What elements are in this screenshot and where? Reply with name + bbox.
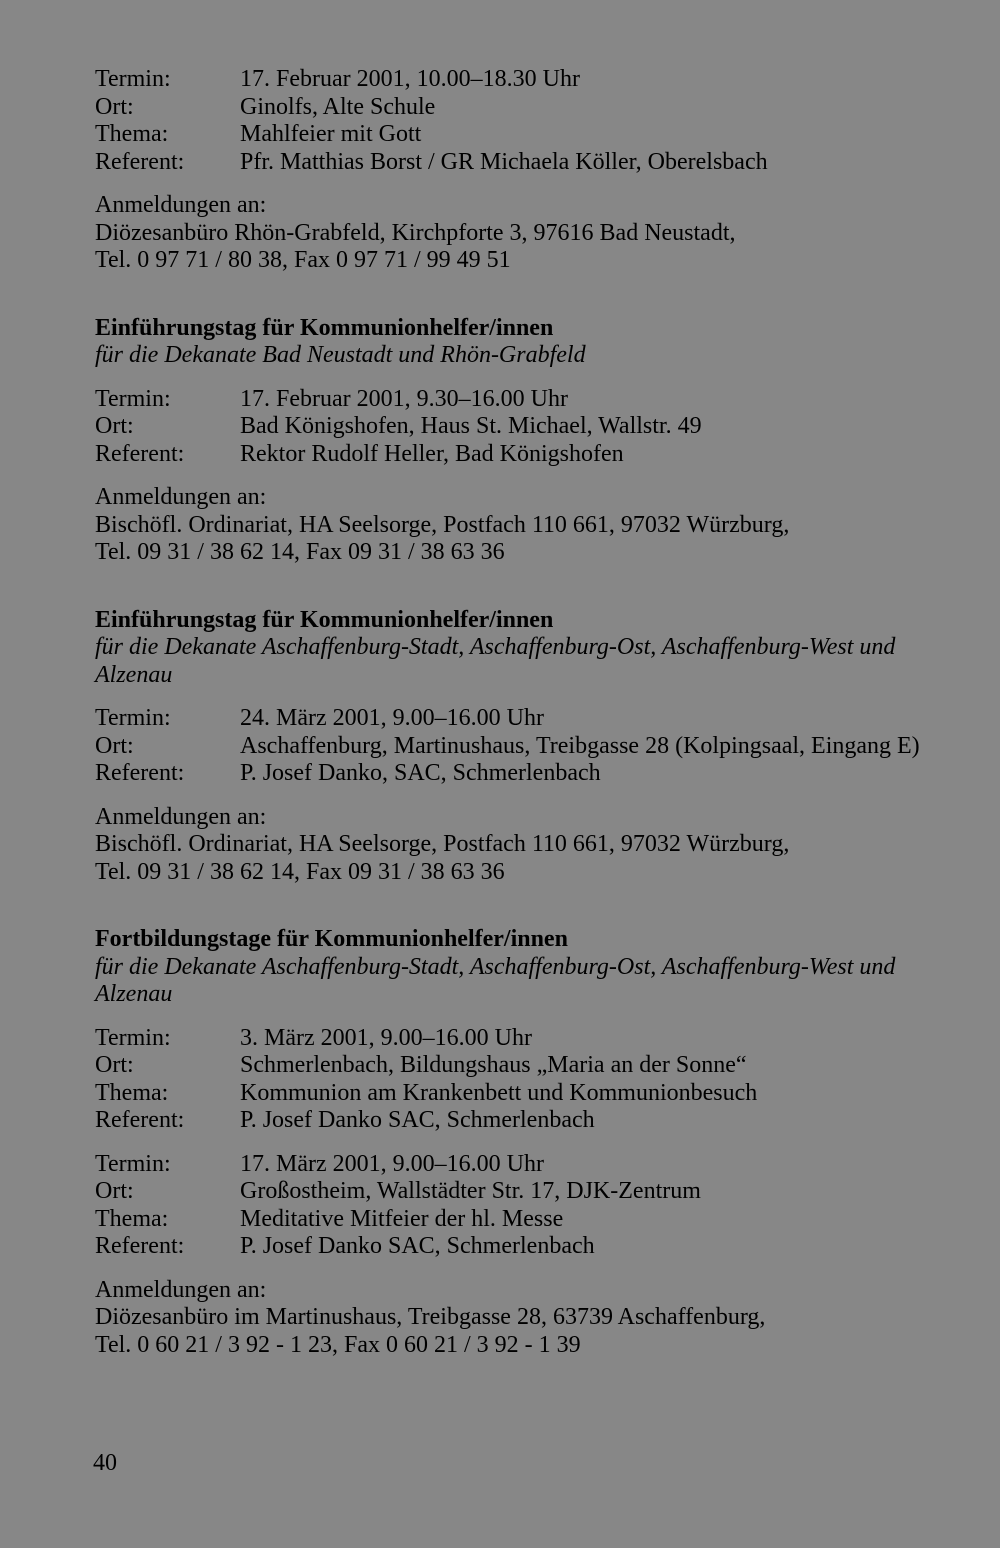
event-row-termin xyxy=(95,705,965,733)
event-row-referent xyxy=(95,149,965,177)
event-row-thema xyxy=(95,121,965,149)
event-row-ort xyxy=(95,1178,965,1206)
field-value: Pfr. Matthias Borst / GR Michaela Köller, Oberelsbach xyxy=(240,148,768,175)
field-value: P. Josef Danko, SAC, Schmerlenbach xyxy=(240,760,601,786)
section-heading: Fortbildungstage für Kommunionhelfer/innen xyxy=(95,926,568,952)
field-label: Ort: xyxy=(95,1178,134,1204)
field-value: 17. März 2001, 9.00–16.00 Uhr xyxy=(240,1150,544,1177)
event-details xyxy=(95,386,965,469)
section-heading: Einführungstag für Kommunionhelfer/innen xyxy=(95,606,554,633)
field-value: Mahlfeier mit Gott xyxy=(240,121,422,147)
field-value: Aschaffenburg, Martinushaus, Treibgasse 28 (Kolpingsaal, Eingang E) xyxy=(240,732,920,759)
field-label: Ort: xyxy=(95,93,134,120)
event-details-top xyxy=(95,66,965,176)
section-einfuehrungstag-aschaffenburg xyxy=(95,607,965,887)
event-row-referent xyxy=(95,441,965,469)
page-number: 40 xyxy=(93,1450,117,1476)
registration-block xyxy=(95,484,965,567)
section-fortbildungstage-aschaffenburg xyxy=(95,926,965,1359)
registration-address: Diözesanbüro Rhön-Grabfeld, Kirchpforte 3, 97616 Bad Neustadt, xyxy=(95,219,736,246)
registration-intro: Anmeldungen an: xyxy=(95,803,267,830)
field-label: Referent: xyxy=(95,1233,185,1259)
field-value: Großostheim, Wallstädter Str. 17, DJK-Zentrum xyxy=(240,1178,701,1204)
registration-address: Diözesanbüro im Martinushaus, Treibgasse 28, 63739 Aschaffenburg, xyxy=(95,1304,766,1330)
section-subtitle: für die Dekanate Aschaffenburg-Stadt, Aschaffenburg-Ost, Aschaffenburg-West und Alzenau xyxy=(95,634,896,688)
event-row-referent xyxy=(95,1107,965,1135)
field-value: 17. Februar 2001, 10.00–18.30 Uhr xyxy=(240,66,580,92)
field-label: Termin: xyxy=(95,1150,171,1177)
field-value: 3. März 2001, 9.00–16.00 Uhr xyxy=(240,1024,532,1051)
event-row-termin xyxy=(95,66,965,94)
field-value: P. Josef Danko SAC, Schmerlenbach xyxy=(240,1233,595,1259)
field-label: Thema: xyxy=(95,121,169,147)
event-row-ort xyxy=(95,733,965,761)
event-row-ort xyxy=(95,94,965,122)
event-row-referent xyxy=(95,760,965,788)
field-value: 24. März 2001, 9.00–16.00 Uhr xyxy=(240,705,544,731)
event-details-2 xyxy=(95,1151,965,1261)
event-row-ort xyxy=(95,413,965,441)
field-value: P. Josef Danko SAC, Schmerlenbach xyxy=(240,1107,595,1133)
event-row-termin xyxy=(95,1025,965,1053)
event-row-ort xyxy=(95,1052,965,1080)
event-details-1 xyxy=(95,1025,965,1135)
event-row-termin xyxy=(95,1151,965,1179)
registration-intro: Anmeldungen an: xyxy=(95,484,267,510)
registration-address: Bischöfl. Ordinariat, HA Seelsorge, Postfach 110 661, 97032 Würzburg, xyxy=(95,511,790,538)
field-value: Rektor Rudolf Heller, Bad Königshofen xyxy=(240,440,624,467)
event-details xyxy=(95,705,965,788)
registration-block xyxy=(95,804,965,887)
registration-block xyxy=(95,192,965,275)
field-label: Thema: xyxy=(95,1079,169,1106)
field-label: Ort: xyxy=(95,413,134,439)
field-label: Termin: xyxy=(95,705,171,731)
registration-phone: Tel. 0 97 71 / 80 38, Fax 0 97 71 / 99 49 51 xyxy=(95,247,511,273)
section-einfuehrungstag-rhoen xyxy=(95,315,965,567)
field-label: Thema: xyxy=(95,1205,169,1232)
registration-phone: Tel. 0 60 21 / 3 92 - 1 23, Fax 0 60 21 / 3 92 - 1 39 xyxy=(95,1331,581,1358)
field-value: Bad Königshofen, Haus St. Michael, Wallstr. 49 xyxy=(240,413,702,439)
field-label: Termin: xyxy=(95,385,171,412)
section-subtitle: für die Dekanate Bad Neustadt und Rhön-Grabfeld xyxy=(95,342,586,368)
field-label: Referent: xyxy=(95,148,185,175)
registration-intro: Anmeldungen an: xyxy=(95,1276,267,1303)
registration-phone: Tel. 09 31 / 38 62 14, Fax 09 31 / 38 63 36 xyxy=(95,539,505,565)
registration-address: Bischöfl. Ordinariat, HA Seelsorge, Postfach 110 661, 97032 Würzburg, xyxy=(95,831,790,857)
document-page xyxy=(95,66,965,1359)
event-row-thema xyxy=(95,1080,965,1108)
field-label: Referent: xyxy=(95,1107,185,1133)
registration-phone: Tel. 09 31 / 38 62 14, Fax 09 31 / 38 63 36 xyxy=(95,858,505,885)
registration-block xyxy=(95,1277,965,1360)
field-label: Referent: xyxy=(95,760,185,786)
event-row-thema xyxy=(95,1206,965,1234)
field-label: Termin: xyxy=(95,1024,171,1051)
field-label: Referent: xyxy=(95,440,185,467)
field-label: Ort: xyxy=(95,732,134,759)
field-value: Meditative Mitfeier der hl. Messe xyxy=(240,1205,564,1232)
field-value: Kommunion am Krankenbett und Kommunionbesuch xyxy=(240,1079,758,1106)
event-row-termin xyxy=(95,386,965,414)
field-value: Schmerlenbach, Bildungshaus „Maria an der Sonne“ xyxy=(240,1052,747,1078)
field-label: Termin: xyxy=(95,66,171,92)
section-subtitle: für die Dekanate Aschaffenburg-Stadt, Aschaffenburg-Ost, Aschaffenburg-West und Alzenau xyxy=(95,953,896,1007)
registration-intro: Anmeldungen an: xyxy=(95,192,267,218)
section-heading: Einführungstag für Kommunionhelfer/innen xyxy=(95,314,554,341)
field-label: Ort: xyxy=(95,1052,134,1078)
field-value: 17. Februar 2001, 9.30–16.00 Uhr xyxy=(240,385,568,412)
event-row-referent xyxy=(95,1233,965,1261)
field-value: Ginolfs, Alte Schule xyxy=(240,93,436,120)
